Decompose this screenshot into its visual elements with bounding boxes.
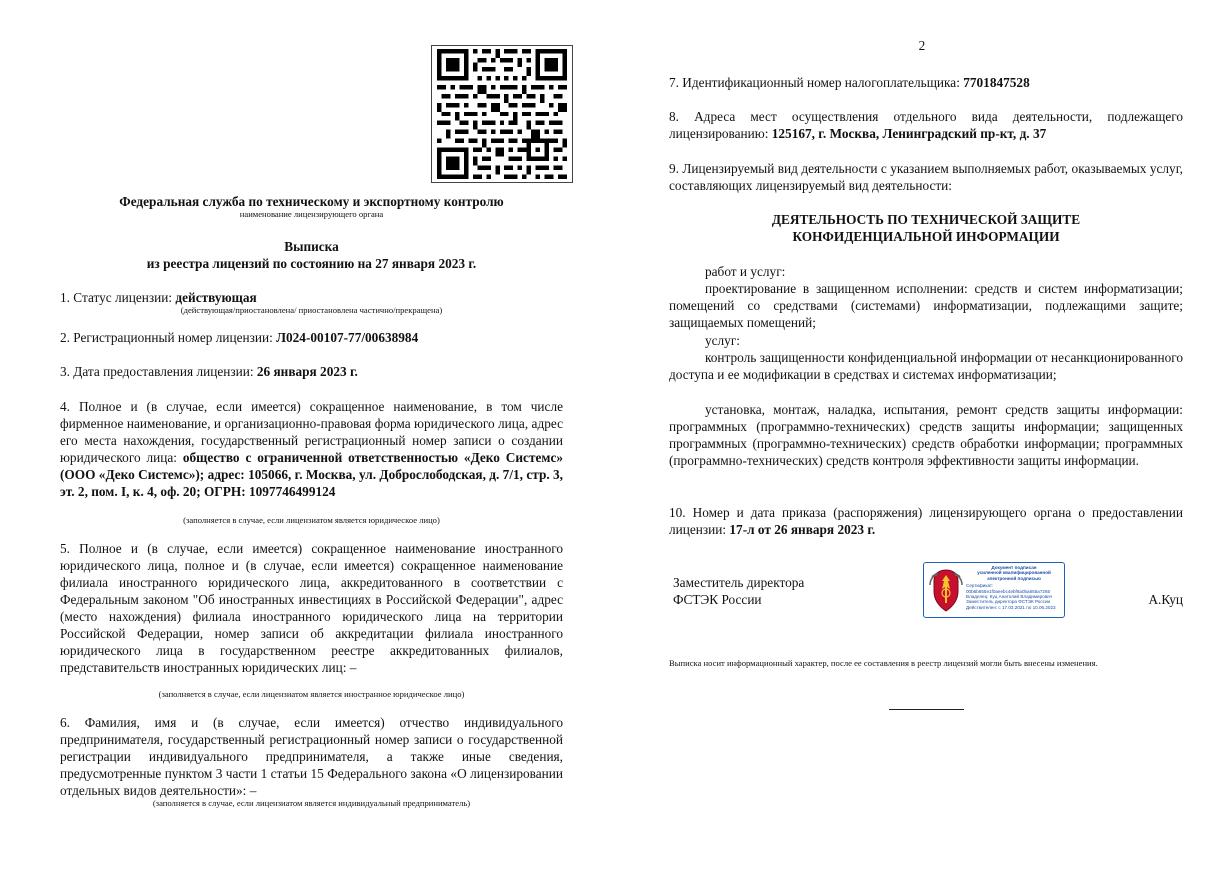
service-2: установка, монтаж, наладка, испытания, ремонт средств защиты информации: программных (программно-технических) средств защиты информации; защищенных программных (программно-технических) средств обработки информации; программных (программно-технических) средств контроля эффективности защиты информации. <box>669 402 1183 468</box>
item-10-order <box>669 504 1183 538</box>
stamp-role: Заместитель директора ФСТЭК России <box>966 599 1051 605</box>
end-rule <box>889 709 964 710</box>
signatory-position-line2: ФСТЭК России <box>673 592 762 607</box>
e-signature-stamp <box>923 562 1065 618</box>
document-subtitle: из реестра лицензий по состоянию на 27 января 2023 г. <box>146 256 477 271</box>
stamp-title-2: усиленной квалифицированной <box>977 570 1051 576</box>
item-6-caption: (заполняется в случае, если лицензиатом является индивидуальный предприниматель) <box>152 798 471 808</box>
item-4-value: ответственностью «Деко Системс» (ООО «Деко Системс»); адрес: 105066, г. Москва, ул. Доброслободская, д. 7/1, стр. 3, эт. 2, пом. I, к. 4, оф. 20; ОГРН: 1097746499124 <box>60 450 564 499</box>
item-1-value: действующая <box>175 290 257 305</box>
item-4-legal-entity <box>60 398 563 500</box>
activity-title-line1: ДЕЯТЕЛЬНОСТЬ ПО ТЕХНИЧЕСКОЙ ЗАЩИТЕ <box>771 212 1081 227</box>
item-9-label: 9. Лицензируемый вид деятельности с указанием выполняемых работ, оказываемых услуг, составляющих лицензируемый вид деятельности: <box>669 161 1183 193</box>
item-5-foreign-entity: 5. Полное и (в случае, если имеется) сокращенное наименование иностранного юридического лица, полное и (в случае, если имеется) сокращенное наименование филиала иностранного юридического лица, аккредитованного в соответствии с Федеральным законом "Об иностранных инвестициях в Российской Федерации", адрес (место нахождения) филиала иностранного юридического лица на территории Российской Федерации, номер записи об аккредитации филиала иностранного юридического лица в государственном реестре аккредитованных филиалов, представительств иностранных юридических лиц: – <box>60 541 563 675</box>
footnote: Выписка носит информационный характер, после ее составления в реестр лицензий могли быть внесены изменения. <box>669 658 1098 668</box>
item-4-value-line1: общество с ограниченной <box>182 450 343 465</box>
services-heading: услуг: <box>705 333 740 348</box>
item-2-reg-number <box>60 329 563 346</box>
fstec-emblem-icon <box>928 567 964 613</box>
item-10-value: 17-л от 26 января 2023 г. <box>729 522 876 537</box>
service-1: контроль защищенности конфиденциальной информации от несанкционированного доступа и ее модификации в средствах и системах информатизации; <box>669 350 1183 382</box>
item-4-text: 4. Полное и (в случае, если имеется) сокращенное наименование, в том числе фирменное наименование, и организационно-правовая форма юридического лица, адрес его места нахождения, государственный регистрационный номер записи о создании юридического лица: <box>60 399 563 465</box>
document-title: Выписка <box>284 239 339 254</box>
qr-code <box>431 45 573 183</box>
item-1-caption: (действующая/приостановлена/ приостановлена частично/прекращена) <box>180 305 443 315</box>
qr-code-icon <box>434 49 570 179</box>
item-7-inn <box>669 74 1183 91</box>
item-7-label: 7. Идентификационный номер налогоплательщика: <box>669 75 964 90</box>
item-6-entrepreneur: 6. Фамилия, имя и (в случае, если имеется) отчество индивидуального предпринимателя, государственный регистрационный номер записи о государственной регистрации индивидуального предпринимателя, а также иные сведения, предусмотренные пунктом 3 части 1 статьи 15 Федерального закона «О лицензировании отдельных видов деятельности»: – <box>60 715 563 798</box>
item-7-value: 7701847528 <box>963 75 1030 90</box>
item-8-label: 8. Адреса мест осуществления отдельного вида деятельности, подлежащего лицензированию: <box>669 109 1183 141</box>
item-10-label: 10. Номер и дата приказа (распоряжения) лицензирующего органа о предоставлении лицензии: <box>669 505 1183 537</box>
works-heading: работ и услуг: <box>705 264 786 279</box>
signatory-name: А.Куц <box>1148 592 1183 607</box>
stamp-text <box>966 565 1062 610</box>
activity-title-line2: КОНФИДЕНЦИАЛЬНОЙ ИНФОРМАЦИИ <box>792 229 1060 244</box>
work-1: проектирование в защищенном исполнении: средств и систем информатизации; помещений со средствами (системами) информатизации, подлежащими защите; защищаемых помещений; <box>669 281 1183 330</box>
stamp-cert: Сертификат: 00b6b655e1f0aeebc4ebf6a0ba655a7265 <box>966 583 1051 594</box>
stamp-title-1: Документ подписан <box>991 565 1037 570</box>
item-1-status <box>60 289 563 306</box>
authority-name: Федеральная служба по техническому и экспортному контролю <box>119 194 504 209</box>
item-3-label: 3. Дата предоставления лицензии: <box>60 364 257 379</box>
signatory-position-line1: Заместитель директора <box>673 575 805 590</box>
item-4-caption: (заполняется в случае, если лицензиатом является юридическое лицо) <box>183 515 440 525</box>
item-2-value: Л024-00107-77/00638984 <box>276 330 419 345</box>
item-2-label: 2. Регистрационный номер лицензии: <box>60 330 277 345</box>
page-number: 2 <box>918 38 926 53</box>
item-1-label: 1. Статус лицензии: <box>60 290 176 305</box>
item-5-caption: (заполняется в случае, если лицензиатом является иностранное юридическое лицо) <box>158 689 465 699</box>
stamp-title-3: электронной подписью <box>987 575 1041 581</box>
stamp-valid: Действителен: с 17.03.2021 по 10.06.2023 <box>966 604 1056 610</box>
stamp-owner: Владелец: Куц Анатолий Владимирович <box>966 594 1053 600</box>
item-8-address <box>669 108 1183 142</box>
item-3-date <box>60 363 563 380</box>
authority-caption: наименование лицензирующего органа <box>239 209 384 219</box>
item-3-value: 26 января 2023 г. <box>256 364 358 379</box>
page-2 <box>613 0 1226 876</box>
item-8-value: 125167, г. Москва, Ленинградский пр-кт, д. 37 <box>771 126 1047 141</box>
